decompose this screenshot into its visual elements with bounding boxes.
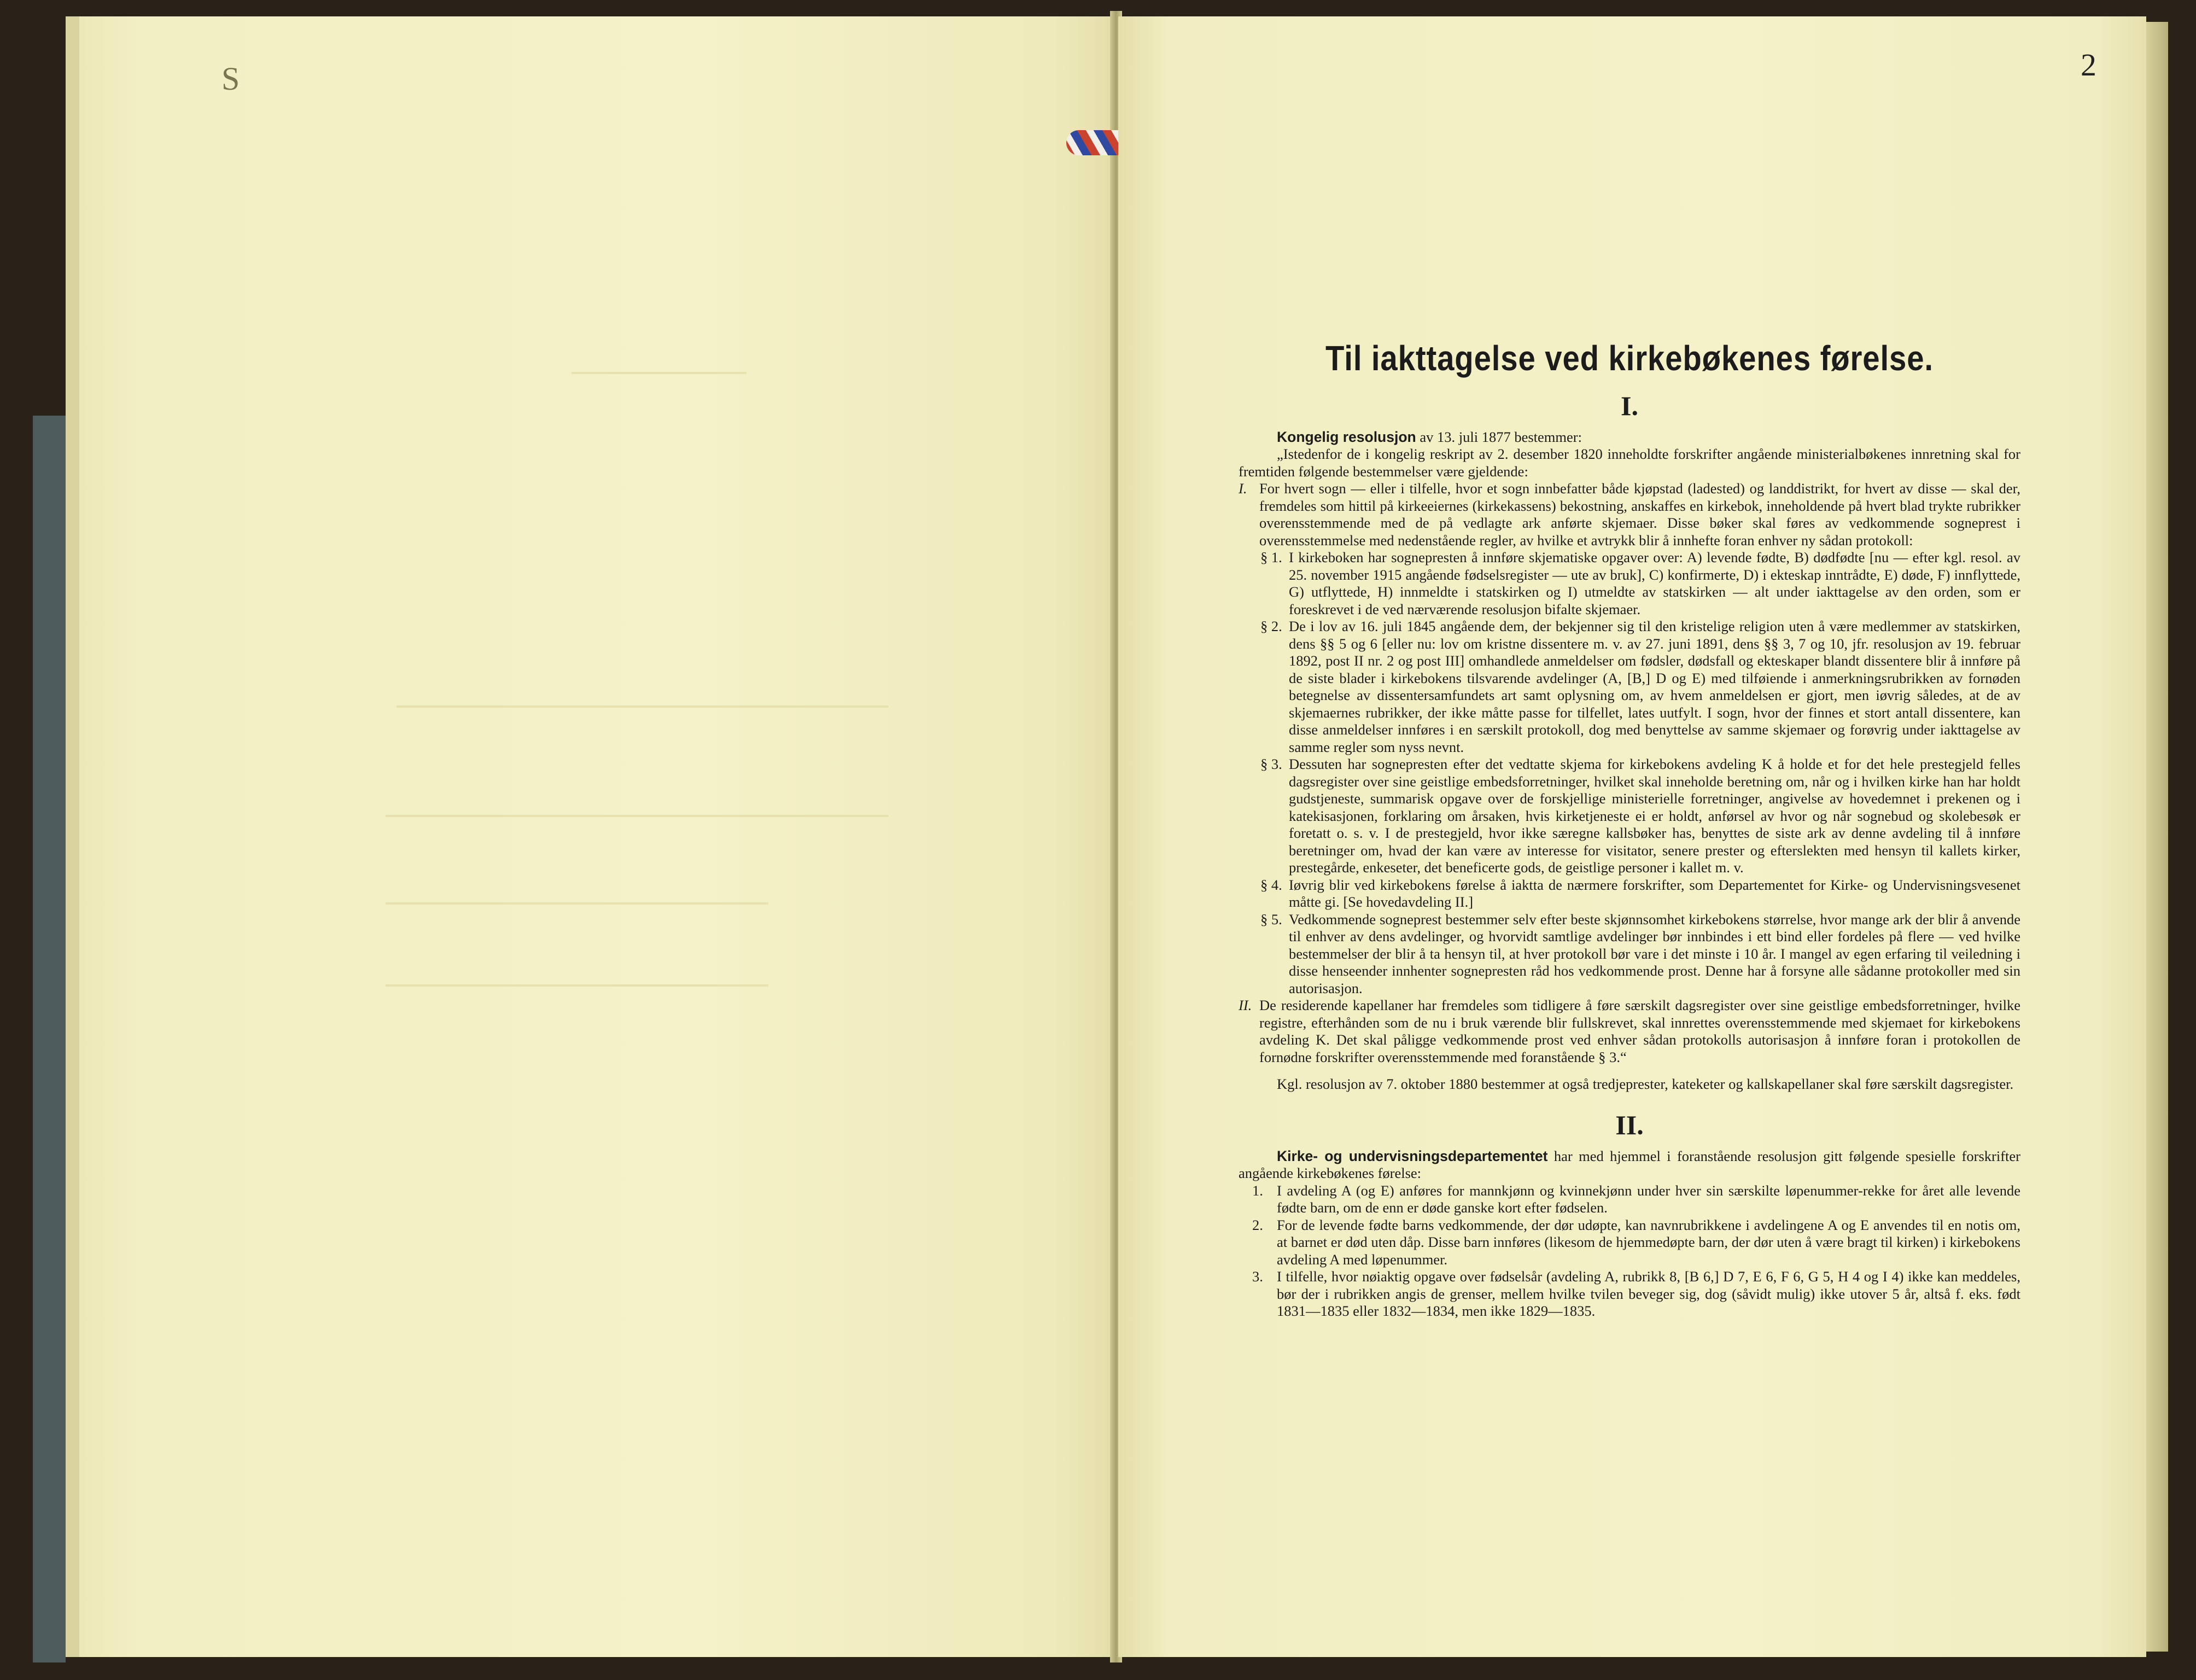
- bleed-through-line: [396, 705, 889, 708]
- bleed-through-line: [386, 815, 889, 817]
- paragraph-number: § 3.: [1260, 756, 1282, 772]
- binding-strip: [33, 416, 66, 1662]
- section-numeral: I.: [1621, 390, 1638, 421]
- right-page-edge: [2146, 22, 2168, 1652]
- rule-text: I avdeling A (og E) anføres for mannkjønn og kvinnekjønn under hver sin særskilte løpenummer-rekke for året alle levende fødte barn, om de enn er døde ganske kort efter fødselen.: [1277, 1182, 2020, 1216]
- item-text: For hvert sogn — eller i tilfelle, hvor et sogn innbefatter både kjøpstad (ladested) og landdistrikt, for hvert av disse — skal der, fremdeles som hittil på kirkeeiernes (kirkekassens) bekostning, anskaffes en kirkebok, inneholdende på hvert blad trykte rubrikker overensstemmende med de på vedlagte ark anførte skjemaer. Disse bøker skal føres av vedkommende sogneprest i overensstemmelse med nedenstående regler, av hvilke et avtrykk blir å innhefte foran enhver ny sådan protokoll:: [1259, 480, 2020, 549]
- paragraph-item: [1239, 756, 2020, 877]
- section-intro: [1239, 1148, 2020, 1182]
- rule-number: 2.: [1252, 1216, 1263, 1233]
- paragraph-text: Vedkommende sogneprest bestemmer selv efter beste skjønnsomhet kirkebokens størrelse, hvor mange ark der blir å anvende til enhver av dens avdelinger, og hvorvidt samtlige avdelinger bør innbindes i ett bind eller fordeles på flere — ved hvilke bestemmelser der blir å ta hensyn til, at hver protokoll bør vare i det minste i 10 år. I mangel av egen erfaring til veiledning i disse henseender innhenter sognepresten råd hos vedkommende prost. Denne har å forsyne alle sådanne protokoller med sin autorisasjon.: [1289, 911, 2020, 996]
- item-text: De residerende kapellaner har fremdeles som tidligere å føre særskilt dagsregister over sine geistlige embedsforretninger, hvilke registre, efterhånden som de nu i bruk værende blir fullskrevet, skal innrettes overensstemmende med skjemaet for kirkebokens avdeling K. Det skal påligge vedkommende prost ved enhver sådan protokolls autorisasjon å innføre foran i protokollen de fornødne forskrifter overensstemmende med foranstående § 3.“: [1259, 997, 2020, 1065]
- resolution-item: [1239, 997, 2020, 1066]
- item-number: I.: [1239, 480, 1247, 497]
- rule-item: [1239, 1217, 2020, 1269]
- paragraph-number: § 1.: [1260, 549, 1282, 565]
- intro-rest: av 13. juli 1877 bestemmer:: [1416, 428, 1582, 445]
- intro-rest: har med hjemmel i foranstående resolusjon gitt følgende spesielle forskrifter angående kirkebøkenes førelse:: [1239, 1147, 2020, 1181]
- rule-item: [1239, 1268, 2020, 1320]
- page-title: Til iakttagelse ved kirkebøkenes førelse.: [1325, 339, 1934, 378]
- resolution-quote: „Istedenfor de i kongelig reskript av 2. desember 1820 inneholdte forskrifter angående ministerialbøkenes innretning skal for fremtiden følgende bestemmelser være gjeldende:: [1239, 446, 2020, 480]
- paragraph-text: Iøvrig blir ved kirkebokens førelse å iaktta de nærmere forskrifter, som Departementet for Kirke- og Undervisningsvesenet måtte gi. [Se hovedavdeling II.]: [1289, 876, 2020, 910]
- bleed-through-line: [386, 902, 768, 905]
- paragraph-item: [1239, 911, 2020, 998]
- intro-lead: Kongelig resolusjon: [1277, 428, 1416, 445]
- paragraph-text: Dessuten har sognepresten efter det vedtatte skjema for kirkebokens avdeling K å holde et for det hele prestegjeld felles dagsregister over sine geistlige embedsforretninger, hvilket skal inneholde beretning om, når og i hvilken kirke han har holdt gudstjeneste, summarisk opgave over de forskjellige ministerielle forretninger, angivelse av hovedemnet i prekenen og i katekisasjonen, forklaring om årsaken, hvis kirketjeneste ei er holdt, anførsel av hvor og når sognebud og skolebesøk er foretatt o. s. v. I de prestegjeld, hvor ikke særegne kallsbøker has, benyttes de siste ark av denne avdeling til å innføre beretninger om, hvad der kan være av interesse for visitator, senere prester og efterslekten med hensyn til kallets kirker, prestegårde, enkeseter, det beneficerte gods, de geistlige personer i kallet m. v.: [1289, 756, 2020, 876]
- paragraph-number: § 5.: [1260, 911, 1282, 928]
- left-page-mark: S: [221, 61, 240, 97]
- closing-note: Kgl. resolusjon av 7. oktober 1880 bestemmer at også tredjeprester, kateketer og kallskapellaner skal føre særskilt dagsregister.: [1277, 1076, 2014, 1092]
- rule-item: [1239, 1182, 2020, 1217]
- paragraph-item: [1239, 618, 2020, 756]
- bleed-through-line: [386, 984, 768, 987]
- page-number: 2: [2081, 47, 2096, 83]
- instructions-text: [1239, 339, 2020, 1320]
- paragraph-number: § 4.: [1260, 876, 1282, 893]
- section-numeral: II.: [1615, 1109, 1644, 1140]
- paragraph-number: § 2.: [1260, 618, 1282, 634]
- left-page: [79, 16, 1115, 1657]
- section-intro: [1239, 429, 2020, 446]
- paragraph-item: [1239, 877, 2020, 911]
- resolution-item: [1239, 480, 2020, 549]
- rule-number: 1.: [1252, 1182, 1263, 1199]
- rule-number: 3.: [1252, 1268, 1263, 1285]
- bleed-through-line: [571, 372, 746, 374]
- item-number: II.: [1239, 997, 1252, 1013]
- intro-lead: Kirke- og undervisningsdepartementet: [1277, 1147, 1548, 1164]
- paragraph-text: De i lov av 16. juli 1845 angående dem, der bekjenner sig til den kristelige religion uten å være medlemmer av statskirken, dens §§ 5 og 6 [eller nu: lov om kristne dissentere m. v. av 27. juni 1891, dens §§ 3, 7 og 10, jfr. resolusjon av 19. februar 1892, post II nr. 2 og post III] omhandlede anmeldelser om fødsler, dødsfall og ekteskaper blandt dissentere blir å innføre på de siste blader i kirkebokens tilsvarende avdelinger (A, [B,] D og E) med tilføiende i anmerkningsrubrikken av fornøden betegnelse av dissentersamfundets art samt oplysning om, av hvem anmeldelsen er gjort, men iøvrig således, at de av skjemaernes rubrikker, der ikke måtte passe for tilfellet, lates uutfylt. I sogn, hvor der finnes et stort antall dissentere, kan disse anmeldelser innføres i en særskilt protokoll, dog med benyttelse av samme skjemaer og forøvrig under iakttagelse av samme regler som nyss nevnt.: [1289, 618, 2020, 755]
- paragraph-item: [1239, 549, 2020, 618]
- paragraph-text: I kirkeboken har sognepresten å innføre skjematiske opgaver over: A) levende fødte, B) dødfødte [nu — efter kgl. resol. av 25. november 1915 angående fødselsregister — ute av bruk], C) konfirmerte, D) i ekteskap inntrådte, E) døde, F) innflyttede, G) utflyttede, H) innmeldte i statskirken og I) utmeldte av statskirken — alt under iakttagelse av den orden, som er foreskrevet i de ved nærværende resolusjon bifalte skjemaer.: [1289, 549, 2020, 617]
- rule-text: I tilfelle, hvor nøiaktig opgave over fødselsår (avdeling A, rubrikk 8, [B 6,] D 7, E 6, F 6, G 5, H 4 og I 4) ikke kan meddeles, bør der i rubrikken angis de grenser, mellem hvilke tvilen beveger sig, dog (såvidt mulig) ikke utover 5 år, altså f. eks. født 1831—1835 eller 1832—1834, men ikke 1829—1835.: [1277, 1268, 2020, 1319]
- rule-text: For de levende fødte barns vedkommende, der dør udøpte, kan navnrubrikkene i avdelingene A og E anvendes til en notis om, at barnet er død uten dåp. Disse barn innføres (likesom de hjemmedøpte barn, der dør uten å være bragt til kirken) i kirkebokens avdeling A med løpenummer.: [1277, 1216, 2020, 1268]
